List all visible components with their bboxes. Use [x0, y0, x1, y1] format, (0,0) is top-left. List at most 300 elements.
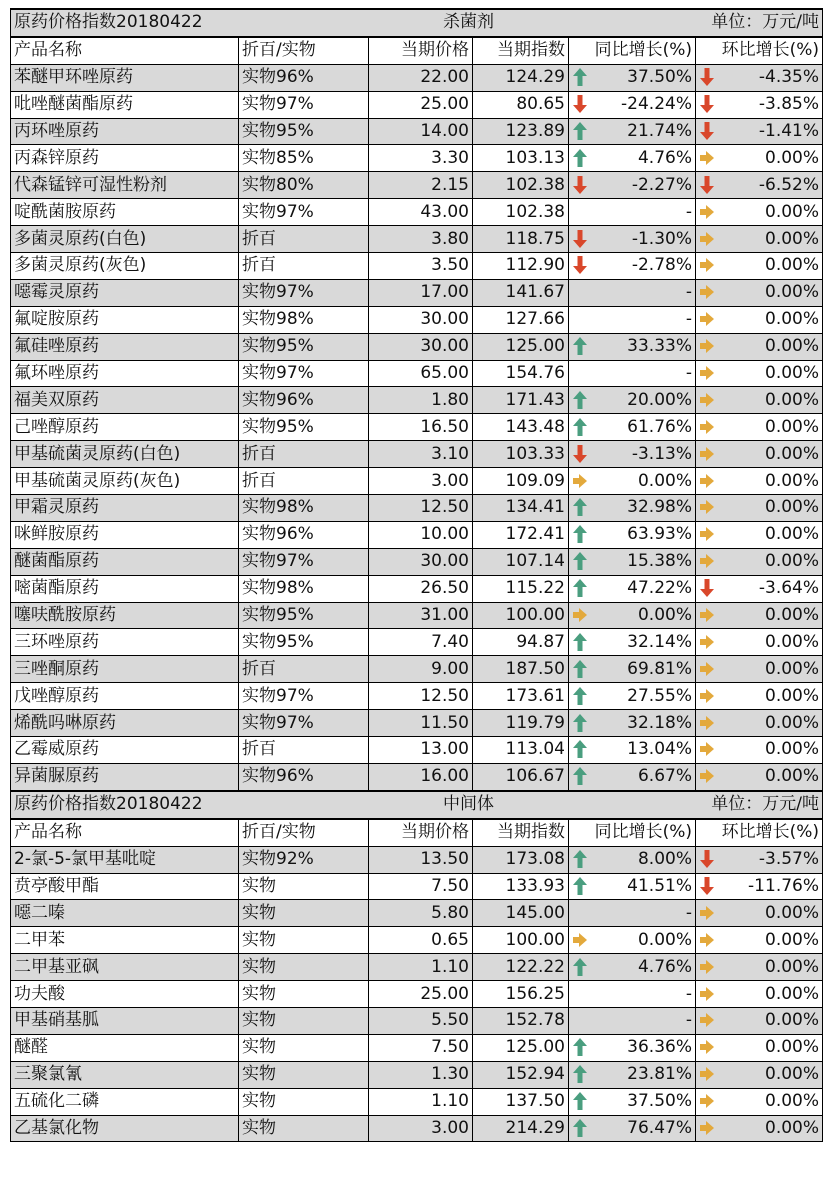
yoy-cell	[569, 683, 696, 710]
yoy-cell	[569, 468, 696, 495]
right-arrow-icon	[572, 930, 588, 950]
mom-cell-value: 0.00%	[765, 336, 820, 357]
table-row	[11, 253, 823, 280]
right-arrow-icon	[572, 471, 588, 491]
down-arrow-icon	[572, 94, 588, 114]
table-row	[11, 468, 823, 495]
price-cell: 3.80	[369, 226, 473, 253]
section-title-row	[11, 9, 823, 37]
price-cell: 7.40	[369, 629, 473, 656]
yoy-cell-value: 37.50%	[627, 1091, 692, 1112]
mom-cell	[696, 1034, 823, 1061]
yoy-cell	[569, 441, 696, 468]
yoy-cell-value: 37.50%	[627, 67, 692, 88]
table-row	[11, 846, 823, 873]
yoy-cell-value: -2.78%	[631, 255, 692, 276]
down-arrow-icon	[572, 255, 588, 275]
yoy-cell	[569, 253, 696, 280]
yoy-cell-value: 47.22%	[627, 578, 692, 599]
product-name: 己唑醇原药	[11, 414, 239, 441]
price-cell: 1.10	[369, 1088, 473, 1115]
right-arrow-icon	[699, 1091, 715, 1111]
table-row	[11, 279, 823, 306]
yoy-cell	[569, 981, 696, 1008]
mom-cell-value: 0.00%	[765, 929, 820, 950]
yoy-cell-value: 41.51%	[627, 875, 692, 896]
mom-cell	[696, 172, 823, 199]
product-name: 甲霜灵原药	[11, 495, 239, 522]
section-category: 杀菌剂	[369, 9, 569, 37]
down-arrow-icon	[699, 876, 715, 896]
index-cell: 106.67	[473, 763, 569, 790]
price-cell: 31.00	[369, 602, 473, 629]
index-cell: 156.25	[473, 981, 569, 1008]
yoy-cell-value: 13.04%	[627, 739, 692, 760]
right-arrow-icon	[699, 309, 715, 329]
yoy-cell	[569, 954, 696, 981]
table-row	[11, 91, 823, 118]
up-arrow-icon	[572, 67, 588, 87]
right-arrow-icon	[699, 363, 715, 383]
index-cell: 152.94	[473, 1061, 569, 1088]
column-header: 同比增长(%)	[569, 819, 696, 846]
up-arrow-icon	[572, 713, 588, 733]
yoy-cell	[569, 495, 696, 522]
right-arrow-icon	[699, 686, 715, 706]
yoy-cell-value: 36.36%	[627, 1037, 692, 1058]
mom-cell	[696, 468, 823, 495]
right-arrow-icon	[699, 1010, 715, 1030]
index-cell: 118.75	[473, 226, 569, 253]
yoy-cell-value: 27.55%	[627, 685, 692, 706]
column-header: 产品名称	[11, 819, 239, 846]
product-name: 五硫化二磷	[11, 1088, 239, 1115]
mom-cell-value: 0.00%	[765, 956, 820, 977]
mom-cell-value: 0.00%	[765, 1117, 820, 1138]
right-arrow-icon	[699, 1037, 715, 1057]
index-cell: 171.43	[473, 387, 569, 414]
product-name: 氟硅唑原药	[11, 333, 239, 360]
index-cell: 152.78	[473, 1007, 569, 1034]
price-cell: 2.15	[369, 172, 473, 199]
yoy-cell	[569, 414, 696, 441]
index-cell: 187.50	[473, 656, 569, 683]
spec-cell: 实物	[239, 873, 369, 900]
yoy-cell	[569, 763, 696, 790]
table-row	[11, 629, 823, 656]
table-row	[11, 226, 823, 253]
mom-cell	[696, 199, 823, 226]
price-cell: 0.65	[369, 927, 473, 954]
product-name: 三聚氯氰	[11, 1061, 239, 1088]
section-title-row	[11, 791, 823, 819]
spec-cell: 实物97%	[239, 91, 369, 118]
price-cell: 26.50	[369, 575, 473, 602]
up-arrow-icon	[572, 739, 588, 759]
mom-cell	[696, 954, 823, 981]
mom-cell-value: 0.00%	[765, 712, 820, 733]
index-cell: 80.65	[473, 91, 569, 118]
index-cell: 100.00	[473, 602, 569, 629]
spec-cell: 实物85%	[239, 145, 369, 172]
mom-cell-value: 0.00%	[765, 416, 820, 437]
spec-cell: 实物96%	[239, 763, 369, 790]
product-name: 乙基氯化物	[11, 1115, 239, 1142]
mom-cell-value: 0.00%	[765, 766, 820, 787]
spec-cell: 折百	[239, 468, 369, 495]
spec-cell: 实物95%	[239, 118, 369, 145]
yoy-cell	[569, 1115, 696, 1142]
mom-cell-value: 0.00%	[765, 685, 820, 706]
mom-cell	[696, 602, 823, 629]
mom-cell-value: 0.00%	[765, 605, 820, 626]
right-arrow-icon	[699, 390, 715, 410]
yoy-cell-value: 4.76%	[637, 956, 692, 977]
table-row	[11, 763, 823, 790]
up-arrow-icon	[572, 876, 588, 896]
mom-cell-value: -3.64%	[758, 578, 820, 599]
product-name: 噁二嗪	[11, 900, 239, 927]
down-arrow-icon	[572, 229, 588, 249]
product-name: 吡唑醚菌酯原药	[11, 91, 239, 118]
mom-cell	[696, 873, 823, 900]
right-arrow-icon	[699, 713, 715, 733]
table-row	[11, 954, 823, 981]
table-row	[11, 927, 823, 954]
product-name: 2-氯-5-氯甲基吡啶	[11, 846, 239, 873]
yoy-cell-value: 63.93%	[627, 524, 692, 545]
index-cell: 127.66	[473, 306, 569, 333]
down-arrow-icon	[699, 175, 715, 195]
price-cell: 14.00	[369, 118, 473, 145]
yoy-cell-value: -	[685, 983, 692, 1004]
yoy-cell-value: -	[685, 902, 692, 923]
mom-cell	[696, 763, 823, 790]
price-cell: 25.00	[369, 981, 473, 1008]
mom-cell	[696, 710, 823, 737]
mom-cell	[696, 683, 823, 710]
mom-cell	[696, 441, 823, 468]
column-header: 当期价格	[369, 37, 473, 64]
product-name: 咪鲜胺原药	[11, 521, 239, 548]
yoy-cell-value: 23.81%	[627, 1064, 692, 1085]
right-arrow-icon	[699, 471, 715, 491]
mom-cell	[696, 495, 823, 522]
spec-cell: 实物	[239, 1034, 369, 1061]
mom-cell-value: 0.00%	[765, 739, 820, 760]
mom-cell	[696, 279, 823, 306]
yoy-cell	[569, 64, 696, 91]
index-cell: 100.00	[473, 927, 569, 954]
up-arrow-icon	[572, 390, 588, 410]
right-arrow-icon	[699, 148, 715, 168]
price-cell: 1.80	[369, 387, 473, 414]
mom-cell-value: -4.35%	[758, 67, 820, 88]
price-cell: 1.30	[369, 1061, 473, 1088]
index-cell: 214.29	[473, 1115, 569, 1142]
yoy-cell-value: 21.74%	[627, 121, 692, 141]
up-arrow-icon	[572, 551, 588, 571]
down-arrow-icon	[699, 121, 715, 141]
column-header: 产品名称	[11, 37, 239, 64]
spec-cell: 实物98%	[239, 575, 369, 602]
column-header-row	[11, 37, 823, 64]
mom-cell-value: 0.00%	[765, 201, 820, 222]
index-cell: 154.76	[473, 360, 569, 387]
table-row	[11, 683, 823, 710]
mom-cell	[696, 1007, 823, 1034]
price-index-sheet	[10, 8, 822, 1142]
price-cell: 5.50	[369, 1007, 473, 1034]
price-cell: 65.00	[369, 360, 473, 387]
section-category: 中间体	[369, 791, 569, 819]
index-cell: 122.22	[473, 954, 569, 981]
table-row	[11, 118, 823, 145]
index-cell: 123.89	[473, 118, 569, 145]
yoy-cell	[569, 1061, 696, 1088]
spec-cell: 实物	[239, 900, 369, 927]
table-row	[11, 199, 823, 226]
yoy-cell-value: -	[685, 201, 692, 222]
price-cell: 17.00	[369, 279, 473, 306]
spec-cell: 实物	[239, 1115, 369, 1142]
price-cell: 11.50	[369, 710, 473, 737]
product-name: 噁霉灵原药	[11, 279, 239, 306]
price-cell: 12.50	[369, 683, 473, 710]
down-arrow-icon	[699, 94, 715, 114]
spec-cell: 实物80%	[239, 172, 369, 199]
price-cell: 9.00	[369, 656, 473, 683]
right-arrow-icon	[699, 605, 715, 625]
spec-cell: 实物95%	[239, 602, 369, 629]
right-arrow-icon	[699, 984, 715, 1004]
mom-cell	[696, 900, 823, 927]
spec-cell: 实物97%	[239, 548, 369, 575]
table-row	[11, 172, 823, 199]
price-cell: 30.00	[369, 548, 473, 575]
yoy-cell-value: 8.00%	[637, 849, 692, 870]
price-cell: 16.00	[369, 763, 473, 790]
spec-cell: 实物	[239, 1007, 369, 1034]
index-cell: 102.38	[473, 172, 569, 199]
product-name: 甲基硫菌灵原药(白色)	[11, 441, 239, 468]
index-cell: 172.41	[473, 521, 569, 548]
yoy-cell	[569, 226, 696, 253]
yoy-cell-value: -	[685, 309, 692, 330]
spec-cell: 实物	[239, 1061, 369, 1088]
right-arrow-icon	[699, 930, 715, 950]
mom-cell	[696, 333, 823, 360]
mom-cell-value: -3.57%	[758, 849, 820, 870]
mom-cell	[696, 118, 823, 145]
right-arrow-icon	[699, 632, 715, 652]
yoy-cell	[569, 846, 696, 873]
yoy-cell	[569, 118, 696, 145]
product-name: 氟啶胺原药	[11, 306, 239, 333]
mom-cell	[696, 1088, 823, 1115]
right-arrow-icon	[699, 255, 715, 275]
index-cell: 137.50	[473, 1088, 569, 1115]
mom-cell-value: 0.00%	[765, 658, 820, 679]
mom-cell	[696, 629, 823, 656]
up-arrow-icon	[572, 632, 588, 652]
yoy-cell	[569, 172, 696, 199]
product-name: 三唑酮原药	[11, 656, 239, 683]
spec-cell: 实物97%	[239, 683, 369, 710]
table-row	[11, 710, 823, 737]
down-arrow-icon	[699, 578, 715, 598]
up-arrow-icon	[572, 686, 588, 706]
mom-cell-value: 0.00%	[765, 363, 820, 384]
index-cell: 115.22	[473, 575, 569, 602]
yoy-cell	[569, 521, 696, 548]
index-cell: 124.29	[473, 64, 569, 91]
yoy-cell	[569, 1007, 696, 1034]
index-cell: 173.08	[473, 846, 569, 873]
index-cell: 112.90	[473, 253, 569, 280]
spec-cell: 折百	[239, 253, 369, 280]
yoy-cell-value: 32.98%	[627, 497, 692, 518]
spec-cell: 实物95%	[239, 414, 369, 441]
mom-cell-value: 0.00%	[765, 1064, 820, 1085]
product-name: 多菌灵原药(白色)	[11, 226, 239, 253]
mom-cell	[696, 360, 823, 387]
down-arrow-icon	[699, 849, 715, 869]
up-arrow-icon	[572, 417, 588, 437]
yoy-cell-value: -3.13%	[631, 443, 692, 464]
right-arrow-icon	[699, 766, 715, 786]
table-row	[11, 575, 823, 602]
up-arrow-icon	[572, 121, 588, 141]
spec-cell: 实物96%	[239, 521, 369, 548]
right-arrow-icon	[699, 417, 715, 437]
up-arrow-icon	[572, 957, 588, 977]
spec-cell: 折百	[239, 656, 369, 683]
mom-cell	[696, 846, 823, 873]
yoy-cell-value: 76.47%	[627, 1117, 692, 1138]
index-cell: 94.87	[473, 629, 569, 656]
right-arrow-icon	[699, 282, 715, 302]
yoy-cell	[569, 387, 696, 414]
mom-cell-value: 0.00%	[765, 282, 820, 303]
yoy-cell-value: -1.30%	[631, 228, 692, 249]
index-cell: 141.67	[473, 279, 569, 306]
right-arrow-icon	[699, 202, 715, 222]
up-arrow-icon	[572, 766, 588, 786]
spec-cell: 实物96%	[239, 64, 369, 91]
mom-cell-value: 0.00%	[765, 1091, 820, 1112]
down-arrow-icon	[572, 444, 588, 464]
mom-cell-value: 0.00%	[765, 497, 820, 518]
yoy-cell	[569, 91, 696, 118]
right-arrow-icon	[699, 336, 715, 356]
price-cell: 13.00	[369, 737, 473, 764]
mom-cell-value: 0.00%	[765, 389, 820, 410]
column-header-row	[11, 819, 823, 846]
column-header: 当期价格	[369, 819, 473, 846]
index-cell: 143.48	[473, 414, 569, 441]
yoy-cell-value: -2.27%	[631, 174, 692, 195]
yoy-cell	[569, 575, 696, 602]
product-name: 醚醛	[11, 1034, 239, 1061]
unit-label: 单位：万元/吨	[569, 791, 823, 819]
index-cell: 113.04	[473, 737, 569, 764]
mom-cell	[696, 521, 823, 548]
column-header: 同比增长(%)	[569, 37, 696, 64]
table-row	[11, 306, 823, 333]
product-name: 甲基硫菌灵原药(灰色)	[11, 468, 239, 495]
down-arrow-icon	[572, 175, 588, 195]
index-cell: 134.41	[473, 495, 569, 522]
yoy-cell-value: 32.18%	[627, 712, 692, 733]
column-header: 环比增长(%)	[696, 37, 823, 64]
yoy-cell	[569, 360, 696, 387]
spec-cell: 实物98%	[239, 495, 369, 522]
mom-cell-value: 0.00%	[765, 524, 820, 545]
product-name: 戊唑醇原药	[11, 683, 239, 710]
right-arrow-icon	[699, 659, 715, 679]
right-arrow-icon	[699, 551, 715, 571]
spec-cell: 折百	[239, 441, 369, 468]
product-name: 丙森锌原药	[11, 145, 239, 172]
spec-cell: 实物	[239, 981, 369, 1008]
product-name: 三环唑原药	[11, 629, 239, 656]
yoy-cell	[569, 927, 696, 954]
table-row	[11, 737, 823, 764]
table-row	[11, 1061, 823, 1088]
price-cell: 7.50	[369, 1034, 473, 1061]
yoy-cell-value: 0.00%	[637, 929, 692, 950]
product-name: 二甲基亚砜	[11, 954, 239, 981]
index-cell: 145.00	[473, 900, 569, 927]
yoy-cell-value: 69.81%	[627, 658, 692, 679]
up-arrow-icon	[572, 148, 588, 168]
product-name: 异菌脲原药	[11, 763, 239, 790]
mom-cell	[696, 1061, 823, 1088]
price-cell: 3.30	[369, 145, 473, 172]
product-name: 福美双原药	[11, 387, 239, 414]
up-arrow-icon	[572, 1118, 588, 1138]
product-name: 甲基硝基胍	[11, 1007, 239, 1034]
mom-cell-value: 0.00%	[765, 228, 820, 249]
yoy-cell-value: 4.76%	[637, 147, 692, 168]
table-row	[11, 441, 823, 468]
mom-cell	[696, 548, 823, 575]
yoy-cell-value: 0.00%	[637, 470, 692, 491]
table-row	[11, 602, 823, 629]
yoy-cell-value: -24.24%	[621, 94, 692, 115]
price-cell: 43.00	[369, 199, 473, 226]
right-arrow-icon	[699, 444, 715, 464]
index-cell: 102.38	[473, 199, 569, 226]
unit-label: 单位：万元/吨	[569, 9, 823, 37]
product-name: 醚菌酯原药	[11, 548, 239, 575]
price-index-table	[10, 8, 823, 1142]
product-name: 乙霉威原药	[11, 737, 239, 764]
mom-cell-value: 0.00%	[765, 147, 820, 168]
table-row	[11, 360, 823, 387]
price-cell: 30.00	[369, 333, 473, 360]
up-arrow-icon	[572, 578, 588, 598]
mom-cell-value: 0.00%	[765, 902, 820, 923]
index-cell: 107.14	[473, 548, 569, 575]
spec-cell: 实物97%	[239, 360, 369, 387]
spec-cell: 实物95%	[239, 629, 369, 656]
spec-cell: 实物	[239, 954, 369, 981]
yoy-cell	[569, 1034, 696, 1061]
index-cell: 173.61	[473, 683, 569, 710]
price-cell: 3.00	[369, 1115, 473, 1142]
